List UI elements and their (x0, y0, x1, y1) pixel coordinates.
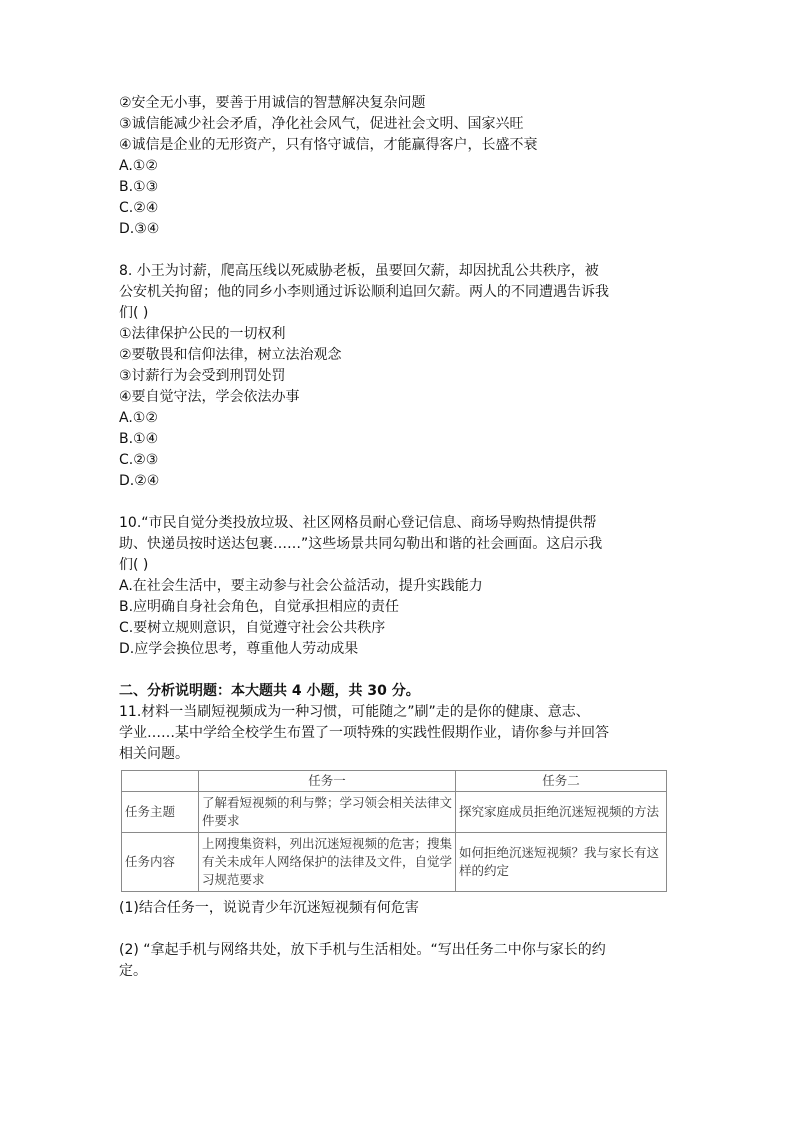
q7-choice-d: D.③④ (119, 221, 160, 237)
q11-sub-question-2-line-2: 定。 (119, 963, 147, 979)
q10-choice-a: A.在社会生活中，要主动参与社会公益活动，提升实践能力 (119, 578, 483, 594)
q8-choice-b: B.①④ (119, 431, 159, 447)
table-corner-cell (122, 771, 199, 792)
q10-stem-line-2: 助、快递员按时送达包裹……”这些场景共同勾勒出和谐的社会画面。这启示我 (119, 536, 603, 552)
table-header-task1: 任务一 (199, 771, 456, 792)
q8-option-3: ③讨薪行为会受到刑罚处罚 (119, 368, 286, 384)
q11-sub-question-2-line-1: (2) “拿起手机与网络共处，放下手机与生活相处。“写出任务二中你与家长的约 (119, 942, 606, 958)
q7-choice-b: B.①③ (119, 179, 159, 195)
table-row (122, 833, 667, 892)
q10-stem-line-1: 10.“市民自觉分类投放垃圾、社区网格员耐心登记信息、商场导购热情提供帮 (119, 515, 597, 531)
q8-choice-c: C.②③ (119, 452, 159, 468)
q8-option-4: ④要自觉守法，学会依法办事 (119, 389, 300, 405)
q8-choice-d: D.②④ (119, 473, 160, 489)
q10-choice-d: D.应学会换位思考，尊重他人劳动成果 (119, 641, 359, 657)
q8-option-2: ②要敬畏和信仰法律，树立法治观念 (119, 347, 342, 363)
q8-choice-a: A.①② (119, 410, 158, 426)
table-header-task2: 任务二 (456, 771, 667, 792)
spacer (119, 660, 679, 681)
task-table (121, 770, 667, 892)
q10-choice-b: B.应明确自身社会角色，自觉承担相应的责任 (119, 599, 400, 615)
q11-stem-line-2: 学业……某中学给全校学生布置了一项特殊的实践性假期作业，请你参与并回答 (119, 725, 609, 741)
section-heading: 二、分析说明题：本大题共 4 小题，共 30 分。 (119, 683, 420, 699)
q7-option-3: ③诚信能减少社会矛盾，净化社会风气，促进社会文明、国家兴旺 (119, 116, 524, 132)
q8-stem-line-3: 们( ) (119, 305, 149, 321)
q8-stem-line-1: 8. 小王为讨薪，爬高压线以死威胁老板，虽要回欠薪，却因扰乱公共秩序，被 (119, 263, 599, 279)
cell-content-task2: 如何拒绝沉迷短视频？我与家长有这样的约定 (456, 833, 667, 892)
table-row (122, 792, 667, 833)
q10-stem-line-3: 们( ) (119, 557, 149, 573)
q7-option-4: ④诚信是企业的无形资产，只有恪守诚信，才能赢得客户，长盛不衰 (119, 137, 538, 153)
cell-content-task1: 上网搜集资料，列出沉迷短视频的危害；搜集有关未成年人网络保护的法律及文件，自觉学习规范要求 (199, 833, 456, 892)
q10-choice-c: C.要树立规则意识，自觉遵守社会公共秩序 (119, 620, 386, 636)
q8-stem-line-2: 公安机关拘留；他的同乡小李则通过诉讼顺利追回欠薪。两人的不同遭遇告诉我 (119, 284, 609, 300)
document-page (119, 93, 679, 982)
cell-theme-task2: 探究家庭成员拒绝沉迷短视频的方法 (456, 792, 667, 833)
cell-theme-task1: 了解看短视频的利与弊；学习领会相关法律文件要求 (199, 792, 456, 833)
spacer (119, 240, 679, 261)
q11-sub-question-1: (1)结合任务一，说说青少年沉迷短视频有何危害 (119, 900, 419, 916)
table-header-row (122, 771, 667, 792)
row-label-content: 任务内容 (122, 833, 199, 892)
q7-choice-c: C.②④ (119, 200, 159, 216)
q7-choice-a: A.①② (119, 158, 158, 174)
spacer (119, 492, 679, 513)
row-label-theme: 任务主题 (122, 792, 199, 833)
q11-stem-line-3: 相关问题。 (119, 746, 189, 762)
q7-option-2: ②安全无小事，要善于用诚信的智慧解决复杂问题 (119, 95, 426, 111)
q8-option-1: ①法律保护公民的一切权利 (119, 326, 286, 342)
q11-stem-line-1: 11.材料一当刷短视频成为一种习惯，可能随之”刷”走的是你的健康、意志、 (119, 704, 590, 720)
spacer (119, 919, 679, 940)
